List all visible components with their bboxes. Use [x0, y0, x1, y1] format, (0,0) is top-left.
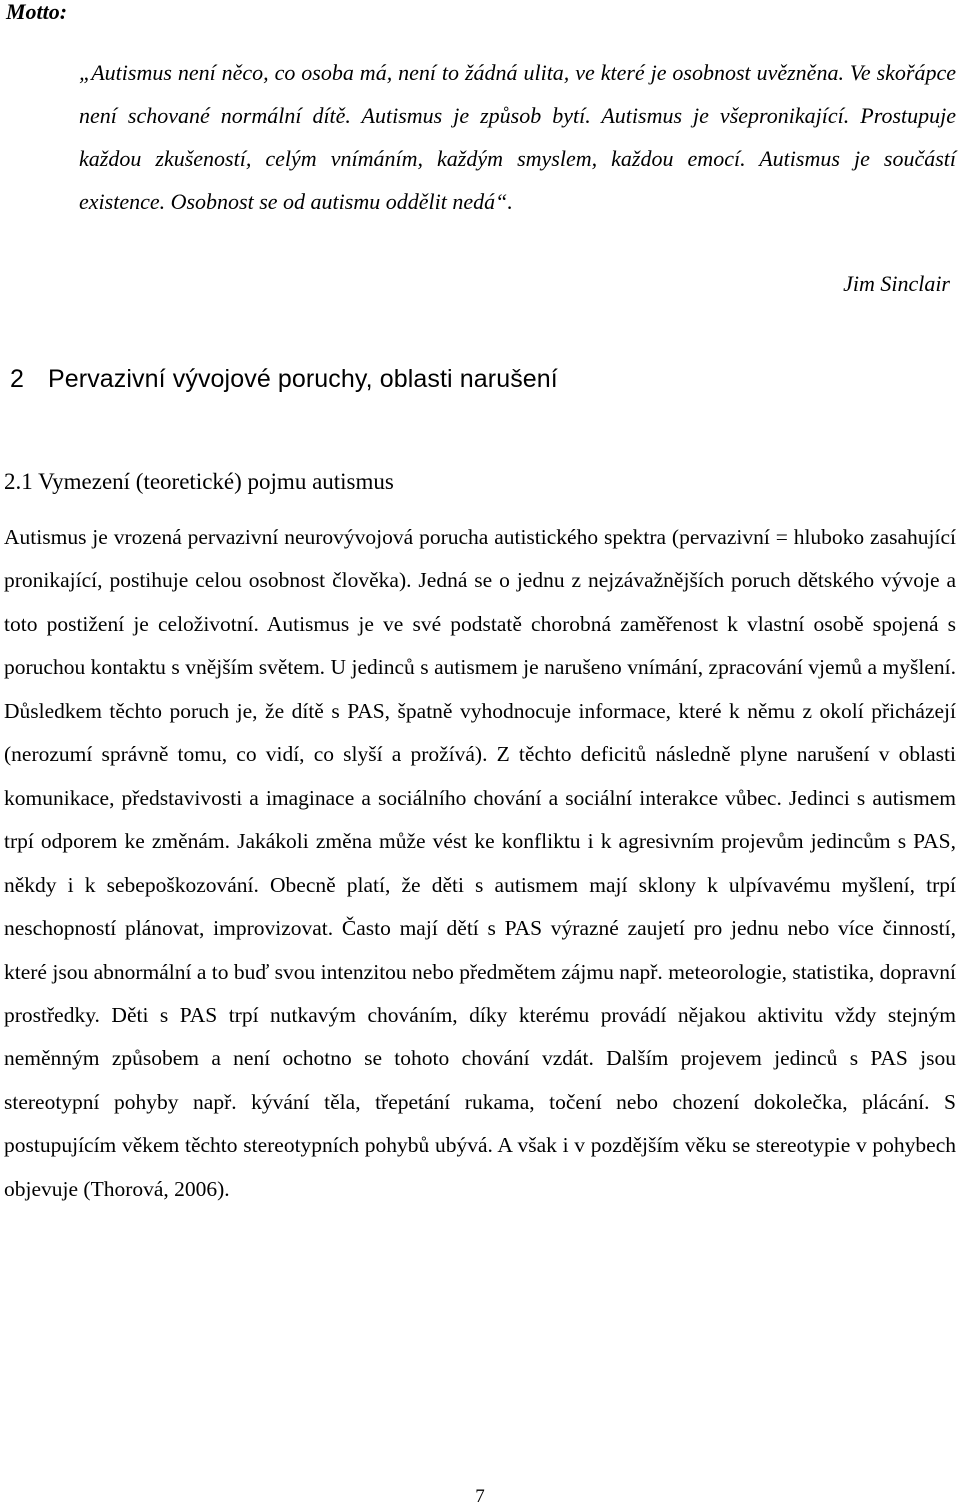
- section-heading: 2.1 Vymezení (teoretické) pojmu autismus: [4, 469, 394, 494]
- motto-label: Motto:: [6, 0, 68, 24]
- page-number: 7: [475, 1486, 485, 1507]
- quote-author: Jim Sinclair: [843, 271, 950, 296]
- chapter-heading: [10, 361, 558, 397]
- section-body-paragraph: Autismus je vrozená pervazivní neurovývojová porucha autistického spektra (pervazivní = hluboko zasahující pronikající, postihuje celou osobnost člověka). Jedná se o jednu z nejzávažnějších poruch dětského vývoje a toto postižení je celoživotní. Autismus je ve své podstatě chorobná zaměřenost k vlastní osobě spojená s poruchou kontaktu s vnějším světem. U jedinců s autismem je narušeno vnímání, zpracování vjemů a myšlení. Důsledkem těchto poruch je, že dítě s PAS, špatně vyhodnocuje informace, které k němu z okolí přicházejí (nerozumí správně tomu, co vidí, co slyší a prožívá). Z těchto deficitů následně plyne narušení v oblasti komunikace, představivosti a imaginace a sociálního chování a sociální interakce vůbec. Jedinci s autismem trpí odporem ke změnám. Jakákoli změna může vést ke konfliktu i k agresivním projevům jedincům s PAS, někdy i k sebepoškozování. Obecně platí, že děti s autismem mají sklony k ulpívavému myšlení, trpí neschopností plánovat, improvizovat. Často mají dětí s PAS výrazné zaujetí pro jednu nebo více činností, které jsou abnormální a to buď svou intenzitou nebo předmětem zájmu např. meteorologie, statistika, dopravní prostředky. Děti s PAS trpí nutkavým chováním, díky kterému provádí nějakou aktivitu vždy stejným neměnným způsobem a není ochotno se tohoto chování vzdát. Dalším projevem jedinců s PAS jsou stereotypní pohyby např. kývání těla, třepetání rukama, točení nebo chození dokolečka, plácání. S postupujícím věkem těchto stereotypních pohybů ubývá. A však i v pozdějším věku se stereotypie v pohybech objevuje (Thorová, 2006).: [4, 525, 956, 1201]
- chapter-title: Pervazivní vývojové poruchy, oblasti narušení: [48, 365, 558, 393]
- chapter-number: 2: [10, 365, 25, 393]
- motto-quote: „Autismus není něco, co osoba má, není to žádná ulita, ve které je osobnost uvězněna. Ve skořápce není schované normální dítě. Autismus je způsob bytí. Autismus je všepronikající. Prostupuje každou zkušeností, celým vnímáním, každým smyslem, každou emocí. Autismus je součástí existence. Osobnost se od autismu oddělit nedá“.: [79, 60, 956, 214]
